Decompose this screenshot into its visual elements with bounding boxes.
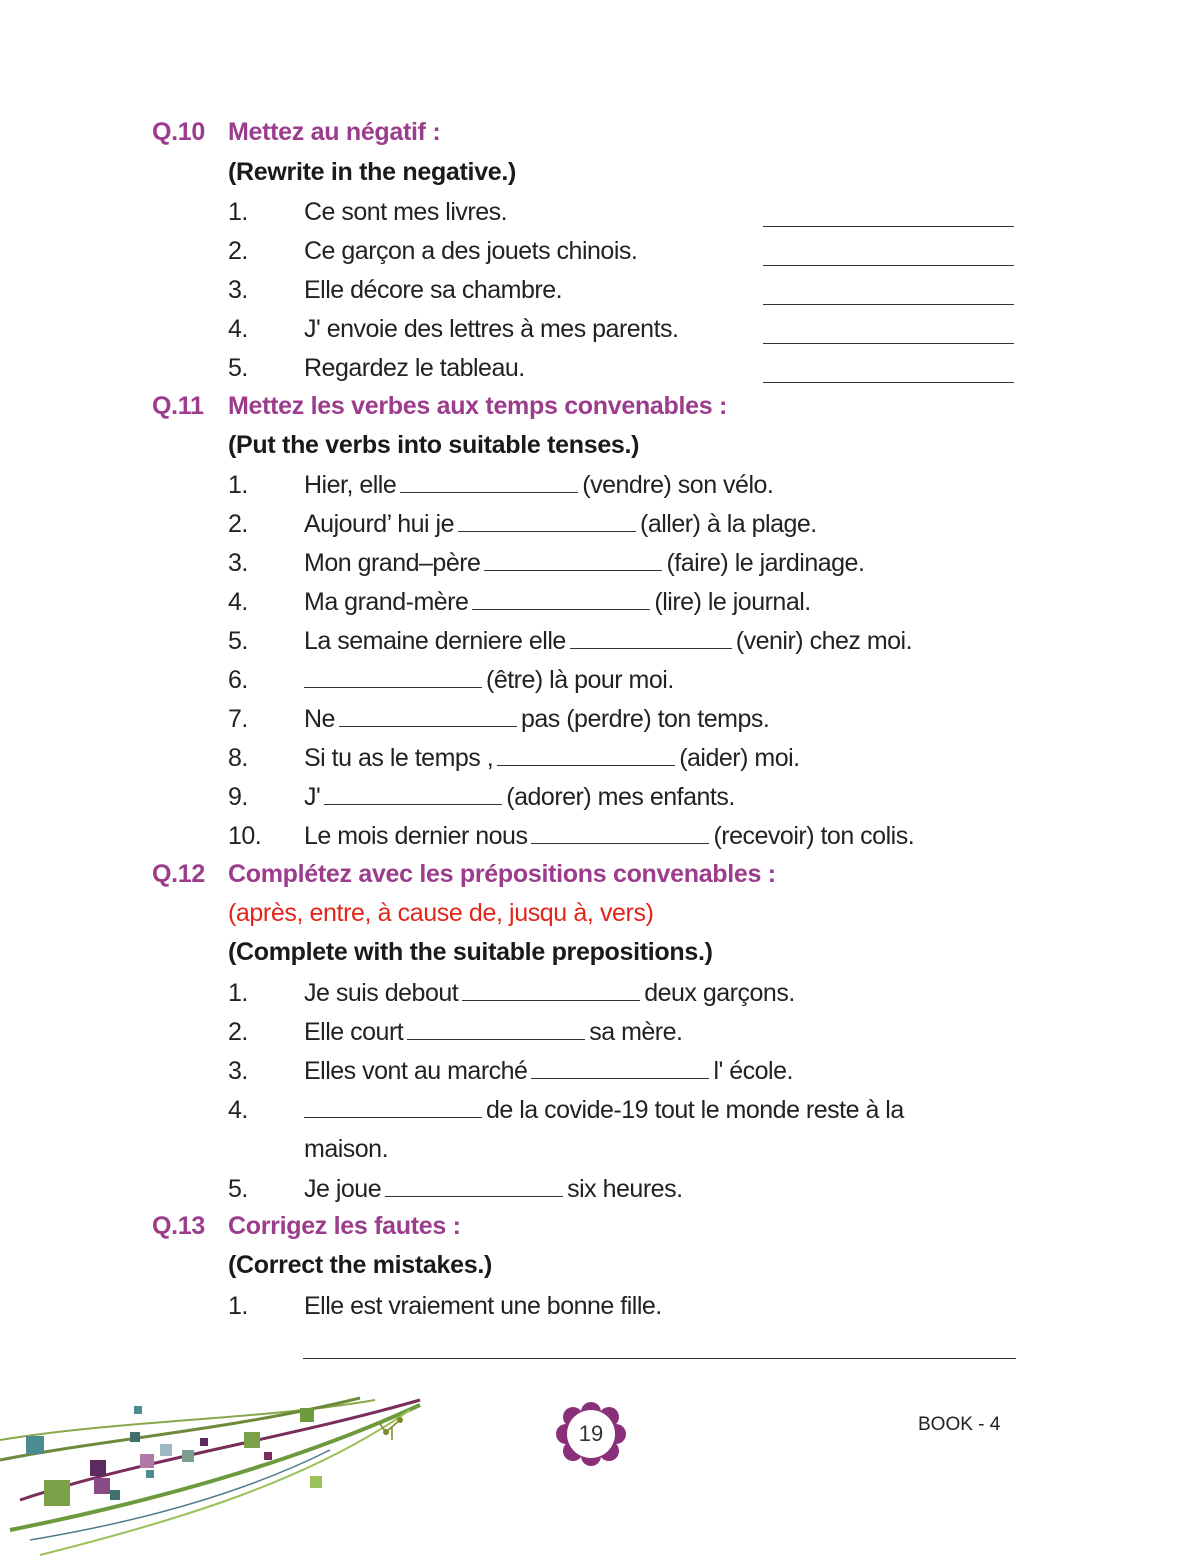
decorative-vine-graphic xyxy=(0,1380,430,1560)
answer-blank[interactable] xyxy=(462,978,640,1001)
answer-line[interactable] xyxy=(763,343,1014,344)
item-text: Ce garçon a des jouets chinois. xyxy=(304,237,638,265)
q11-heading xyxy=(152,392,727,421)
item-number: 3. xyxy=(228,549,248,577)
q12-subtitle: (Complete with the suitable prepositions.) xyxy=(228,938,713,966)
answer-line[interactable] xyxy=(763,304,1014,305)
item-text: deux garçons. xyxy=(644,979,795,1007)
item-text: Ne xyxy=(304,705,335,733)
item-text: Mon grand–père xyxy=(304,549,481,577)
answer-blank[interactable] xyxy=(497,743,675,766)
item-text: six heures. xyxy=(567,1175,683,1203)
item-number: 4. xyxy=(228,588,248,616)
item-number: 8. xyxy=(228,744,248,772)
item-text: Hier, elle xyxy=(304,471,397,499)
answer-blank[interactable] xyxy=(458,509,636,532)
item-text: La semaine derniere elle xyxy=(304,627,566,655)
item-number: 4. xyxy=(228,315,248,343)
item-text: (faire) le jardinage. xyxy=(666,549,865,577)
item-number: 6. xyxy=(228,666,248,694)
answer-line[interactable] xyxy=(763,265,1014,266)
item-text: (aller) à la plage. xyxy=(640,510,817,538)
item-number: 5. xyxy=(228,354,248,382)
item-text: Elles vont au marché xyxy=(304,1057,528,1085)
item-text: (recevoir) ton colis. xyxy=(713,822,915,850)
q12-number: Q.12 xyxy=(152,860,205,888)
item-number: 4. xyxy=(228,1096,248,1124)
item-number: 10. xyxy=(228,822,262,850)
item-number: 1. xyxy=(228,1292,248,1320)
q10-heading xyxy=(152,118,440,147)
item-text: Aujourd’ hui je xyxy=(304,510,455,538)
q12-heading xyxy=(152,860,776,889)
item-text: maison. xyxy=(304,1135,389,1163)
item-text: pas (perdre) ton temps. xyxy=(520,705,770,733)
answer-blank[interactable] xyxy=(531,1056,709,1079)
item-text: de la covide-19 tout le monde reste à la xyxy=(486,1096,904,1124)
item-number: 2. xyxy=(228,237,248,265)
q13-heading xyxy=(152,1212,461,1241)
item-text: Ma grand-mère xyxy=(304,588,469,616)
item-text: (adorer) mes enfants. xyxy=(506,783,735,811)
answer-blank[interactable] xyxy=(324,782,502,805)
item-number: 3. xyxy=(228,1057,248,1085)
item-text: (vendre) son vélo. xyxy=(582,471,774,499)
item-number: 1. xyxy=(228,198,248,226)
q12-title: Complétez avec les prépositions convenables : xyxy=(228,860,776,888)
answer-line[interactable] xyxy=(763,226,1014,227)
item-text: Si tu as le temps , xyxy=(304,744,494,772)
answer-blank[interactable] xyxy=(385,1174,563,1197)
item-text: J' xyxy=(304,783,321,811)
answer-line[interactable] xyxy=(763,382,1014,383)
answer-blank[interactable] xyxy=(407,1017,585,1040)
page-number: 19 xyxy=(578,1421,604,1446)
q10-title: Mettez au négatif : xyxy=(228,118,441,146)
item-text: J' envoie des lettres à mes parents. xyxy=(304,315,679,343)
item-text: sa mère. xyxy=(589,1018,683,1046)
answer-blank[interactable] xyxy=(304,665,482,688)
q13-number: Q.13 xyxy=(152,1212,205,1240)
q11-subtitle: (Put the verbs into suitable tenses.) xyxy=(228,431,640,459)
item-text: Elle court xyxy=(304,1018,404,1046)
answer-blank[interactable] xyxy=(304,1095,482,1118)
item-number: 2. xyxy=(228,510,248,538)
item-text: Je joue xyxy=(304,1175,382,1203)
answer-blank[interactable] xyxy=(472,587,650,610)
q11-title: Mettez les verbes aux temps convenables : xyxy=(228,392,728,420)
item-number: 1. xyxy=(228,979,248,1007)
item-text: Ce sont mes livres. xyxy=(304,198,508,226)
item-number: 2. xyxy=(228,1018,248,1046)
q12-prepositions-hint: (après, entre, à cause de, jusqu à, vers) xyxy=(228,899,654,927)
item-number: 5. xyxy=(228,1175,248,1203)
q10-subtitle: (Rewrite in the negative.) xyxy=(228,158,517,186)
item-number: 5. xyxy=(228,627,248,655)
item-text: Le mois dernier nous xyxy=(304,822,528,850)
q10-number: Q.10 xyxy=(152,118,205,146)
item-text: l' école. xyxy=(713,1057,793,1085)
answer-blank[interactable] xyxy=(570,626,732,649)
item-number: 1. xyxy=(228,471,248,499)
item-number: 9. xyxy=(228,783,248,811)
item-text: Elle est vraiement une bonne fille. xyxy=(304,1292,662,1320)
answer-line[interactable] xyxy=(303,1358,1016,1359)
item-text: Regardez le tableau. xyxy=(304,354,525,382)
answer-blank[interactable] xyxy=(531,821,709,844)
item-text: Elle décore sa chambre. xyxy=(304,276,563,304)
q13-title: Corrigez les fautes : xyxy=(228,1212,461,1240)
item-number: 3. xyxy=(228,276,248,304)
answer-blank[interactable] xyxy=(484,548,662,571)
answer-blank[interactable] xyxy=(339,704,517,727)
item-number: 7. xyxy=(228,705,248,733)
item-text: (être) là pour moi. xyxy=(486,666,674,694)
item-text: Je suis debout xyxy=(304,979,459,1007)
answer-blank[interactable] xyxy=(400,470,578,493)
item-text: (aider) moi. xyxy=(679,744,800,772)
q11-number: Q.11 xyxy=(152,392,204,420)
item-text: (lire) le journal. xyxy=(654,588,811,616)
book-label: BOOK - 4 xyxy=(918,1414,1001,1435)
q13-subtitle: (Correct the mistakes.) xyxy=(228,1251,493,1279)
page-number-badge xyxy=(555,1402,627,1466)
item-text: (venir) chez moi. xyxy=(735,627,913,655)
